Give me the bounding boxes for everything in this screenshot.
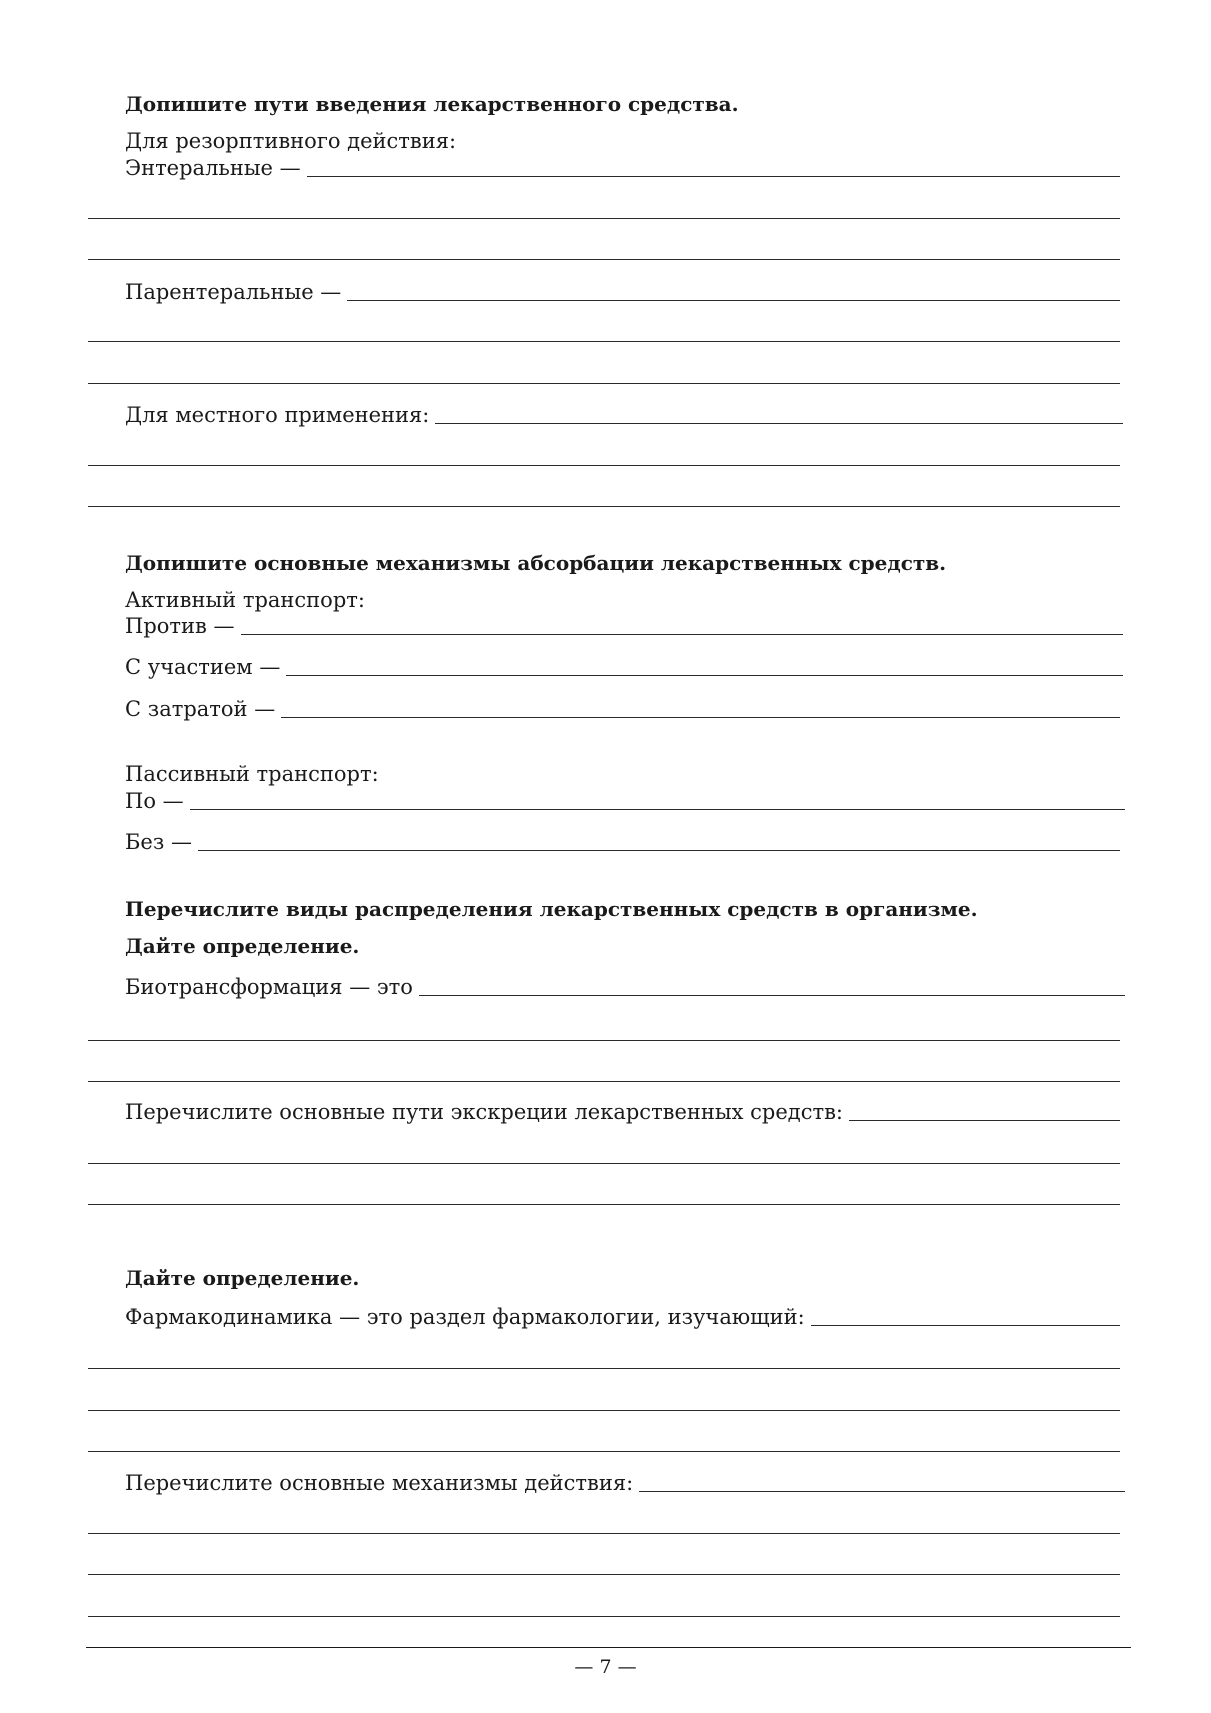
- answer-blank[interactable]: [435, 423, 1123, 424]
- against-field[interactable]: [125, 614, 1123, 638]
- answer-line[interactable]: [88, 1410, 1120, 1411]
- answer-blank[interactable]: [347, 300, 1120, 301]
- answer-blank[interactable]: [286, 675, 1123, 676]
- against-label: Против —: [125, 614, 235, 638]
- section2-heading: Допишите основные механизмы абсорбации лекарственных средств.: [125, 551, 947, 575]
- local-label: Для местного применения:: [125, 403, 430, 427]
- with-cost-label: С затратой —: [125, 697, 276, 721]
- answer-line[interactable]: [88, 1574, 1120, 1575]
- excretion-field[interactable]: [125, 1100, 1120, 1124]
- answer-line[interactable]: [88, 506, 1120, 507]
- mechanisms-field[interactable]: [125, 1471, 1125, 1495]
- enteral-field[interactable]: [125, 156, 1120, 180]
- along-field[interactable]: [125, 789, 1125, 813]
- answer-line[interactable]: [88, 1368, 1120, 1369]
- pharmacodynamics-field[interactable]: [125, 1305, 1120, 1329]
- answer-blank[interactable]: [198, 850, 1120, 851]
- parenteral-label: Парентеральные —: [125, 280, 342, 304]
- parenteral-field[interactable]: [125, 280, 1120, 304]
- answer-blank[interactable]: [281, 717, 1120, 718]
- answer-line[interactable]: [88, 259, 1120, 260]
- without-field[interactable]: [125, 830, 1120, 854]
- with-participation-field[interactable]: [125, 655, 1123, 679]
- page-number: — 7 —: [574, 1656, 637, 1678]
- answer-line[interactable]: [88, 341, 1120, 342]
- enteral-label: Энтеральные —: [125, 156, 301, 180]
- answer-line[interactable]: [88, 465, 1120, 466]
- section3-heading: Перечислите виды распределения лекарственных средств в организме.: [125, 897, 978, 921]
- active-transport-subheading: Активный транспорт:: [125, 588, 365, 612]
- with-cost-field[interactable]: [125, 697, 1120, 721]
- define-heading-2: Дайте определение.: [125, 1266, 360, 1290]
- answer-blank[interactable]: [241, 634, 1123, 635]
- answer-line[interactable]: [88, 1616, 1120, 1617]
- footer-rule: [86, 1647, 1131, 1648]
- biotransformation-field[interactable]: [125, 975, 1125, 999]
- answer-blank[interactable]: [639, 1491, 1125, 1492]
- answer-line[interactable]: [88, 1081, 1120, 1082]
- answer-blank[interactable]: [811, 1325, 1120, 1326]
- mechanisms-label: Перечислите основные механизмы действия:: [125, 1471, 634, 1495]
- answer-line[interactable]: [88, 218, 1120, 219]
- without-label: Без —: [125, 830, 192, 854]
- answer-line[interactable]: [88, 1451, 1120, 1452]
- with-participation-label: С участием —: [125, 655, 281, 679]
- define-heading: Дайте определение.: [125, 934, 360, 958]
- answer-blank[interactable]: [307, 176, 1120, 177]
- excretion-label: Перечислите основные пути экскреции лекарственных средств:: [125, 1100, 843, 1124]
- answer-blank[interactable]: [849, 1120, 1120, 1121]
- answer-line[interactable]: [88, 1204, 1120, 1205]
- local-field[interactable]: [125, 403, 1123, 427]
- resorptive-subheading: Для резорптивного действия:: [125, 129, 457, 153]
- along-label: По —: [125, 789, 184, 813]
- biotransformation-label: Биотрансформация — это: [125, 975, 413, 999]
- pharmacodynamics-label: Фармакодинамика — это раздел фармакологии, изучающий:: [125, 1305, 805, 1329]
- answer-blank[interactable]: [190, 809, 1125, 810]
- answer-line[interactable]: [88, 1163, 1120, 1164]
- answer-blank[interactable]: [419, 995, 1125, 996]
- answer-line[interactable]: [88, 383, 1120, 384]
- passive-transport-subheading: Пассивный транспорт:: [125, 762, 379, 786]
- answer-line[interactable]: [88, 1533, 1120, 1534]
- answer-line[interactable]: [88, 1040, 1120, 1041]
- section1-heading: Допишите пути введения лекарственного средства.: [125, 92, 739, 116]
